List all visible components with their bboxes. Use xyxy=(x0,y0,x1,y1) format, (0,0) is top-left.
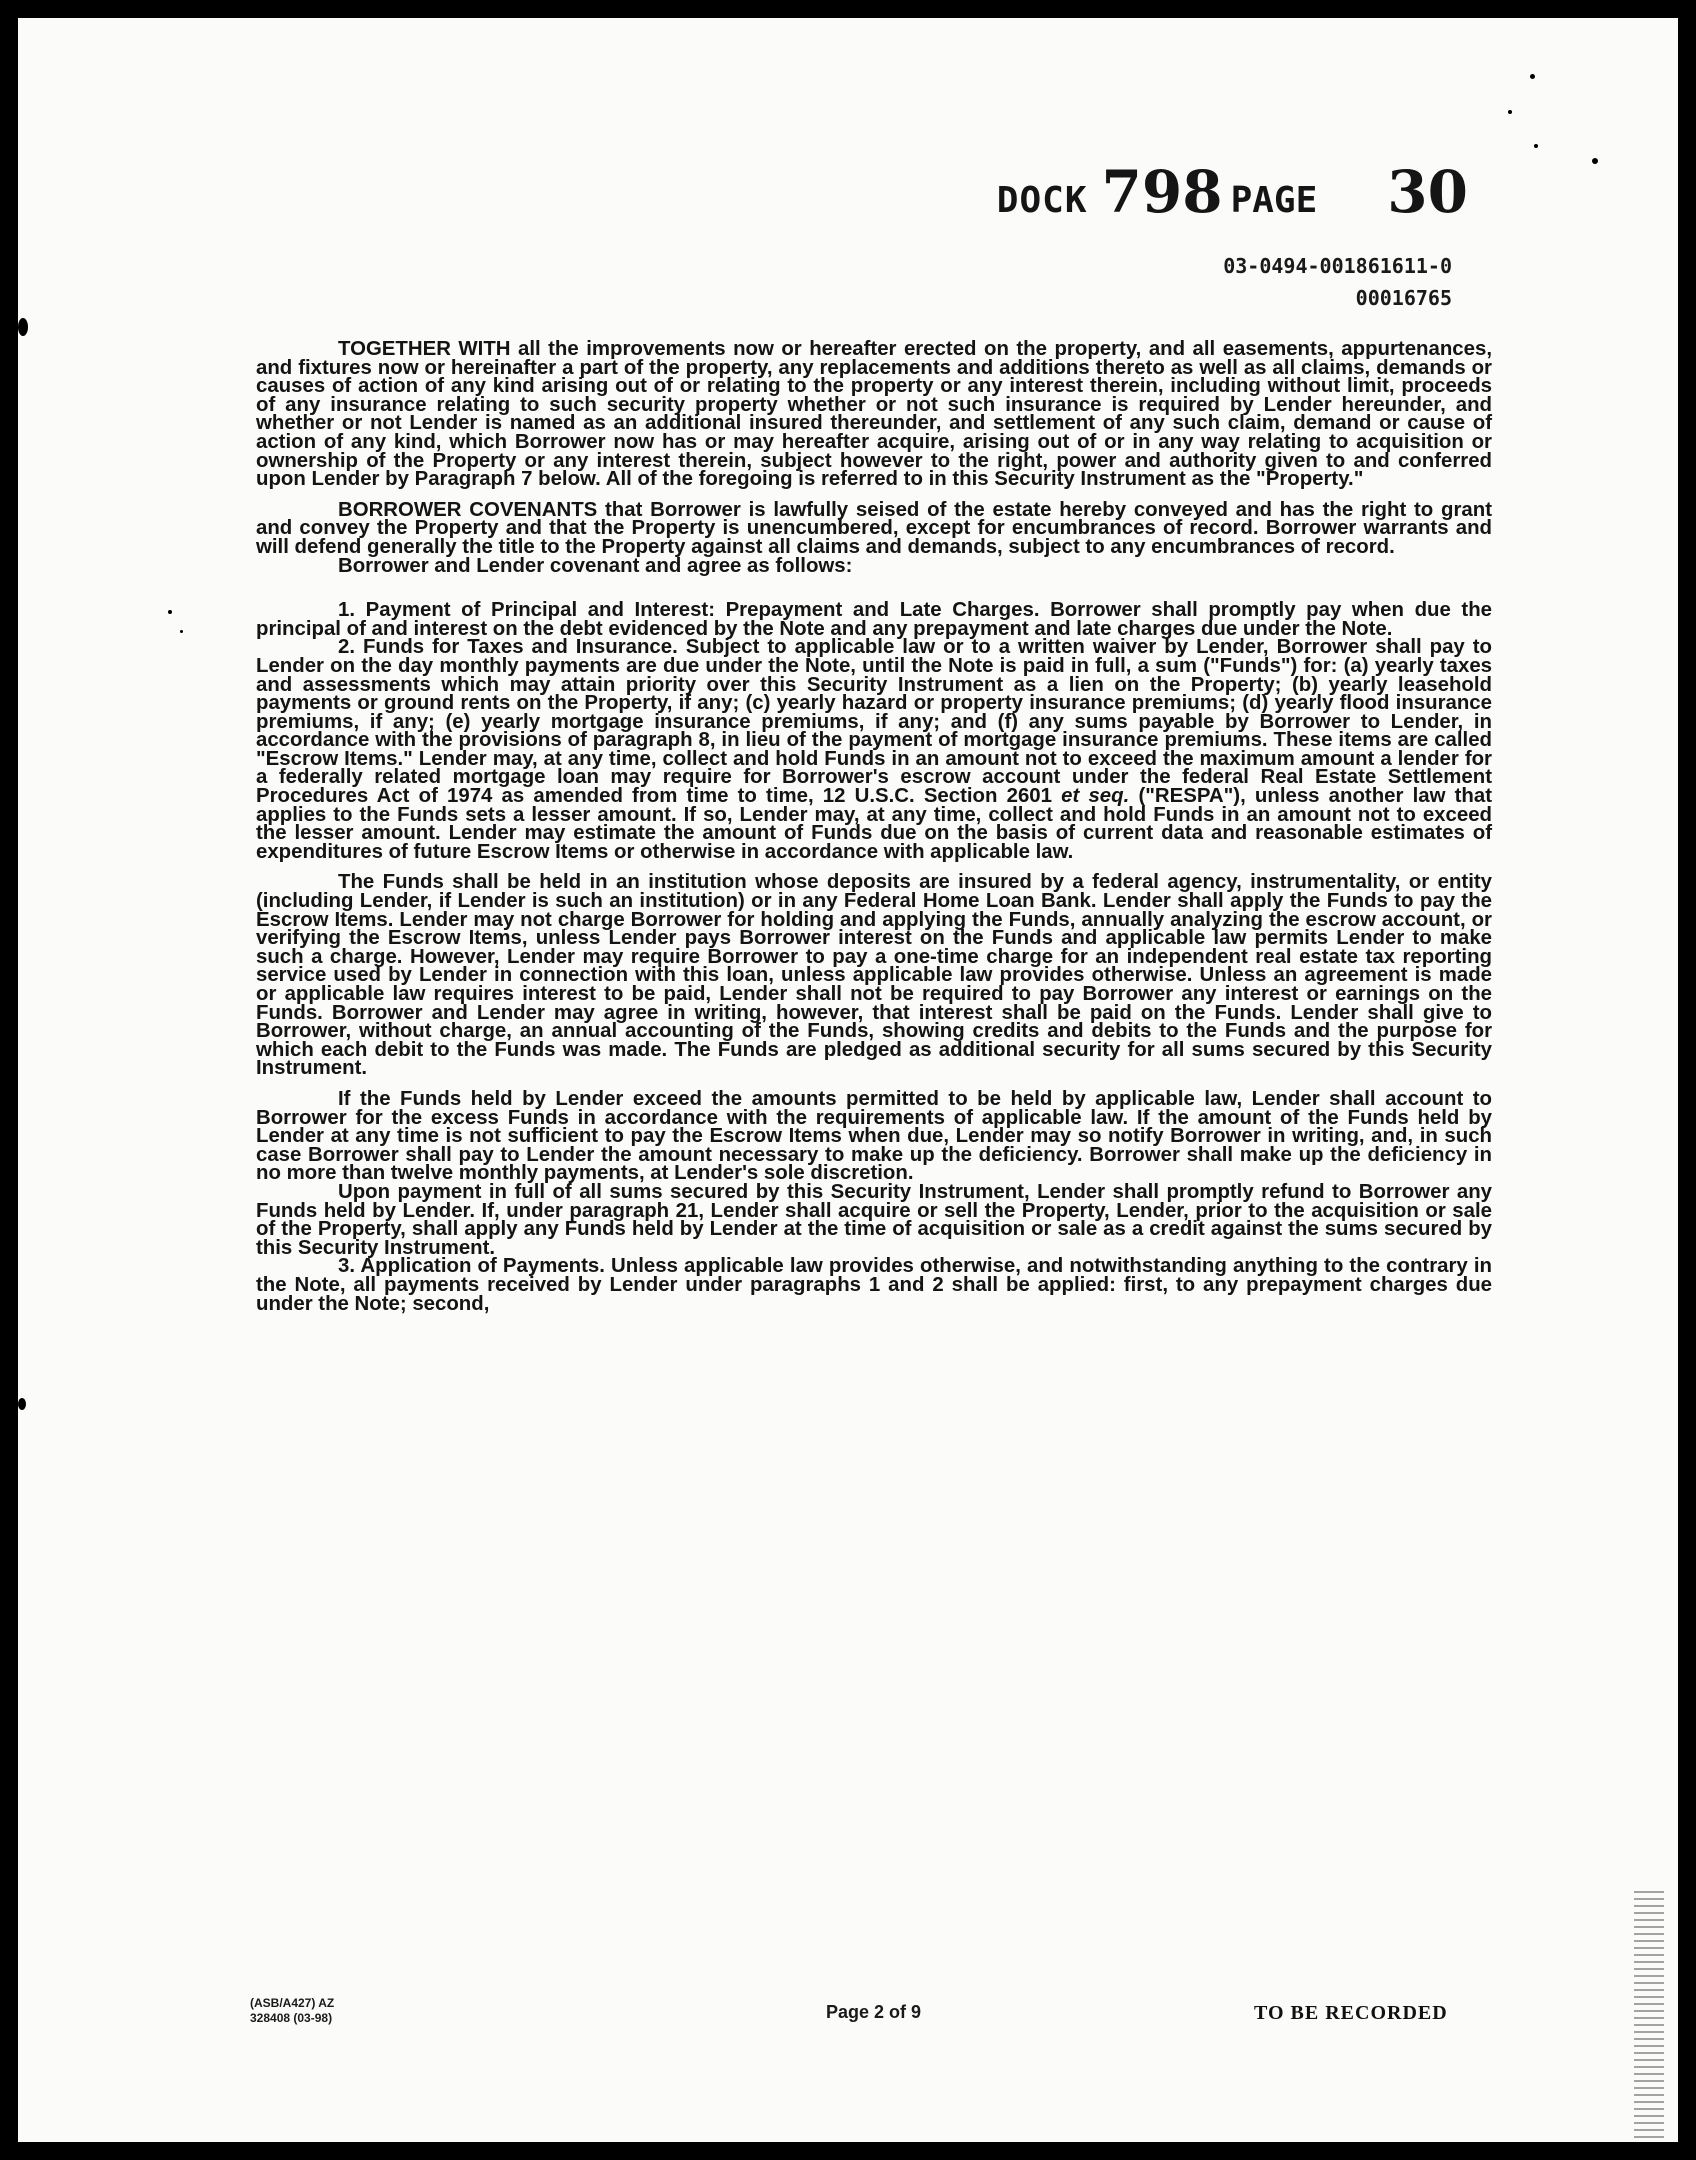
document-page xyxy=(18,18,1678,2142)
recording-note: TO BE RECORDED xyxy=(1254,2002,1448,2024)
paragraph-excess-funds: If the Funds held by Lender exceed the amounts permitted to be held by applicable law, Lender shall account to Borrower for the excess Funds in accordance with the requirements of applicable law. If the amount of the Funds held by Lender at any time is not sufficient to pay the Escrow Items when due, Lender may so notify Borrower in writing, and, in such case Borrower shall pay to Lender the amount necessary to make up the deficiency. Borrower shall make up the deficiency in no more than twelve monthly payments, at Lender's sole discretion. xyxy=(256,1087,1492,1185)
loan-number: 03-0494-001861611-0 xyxy=(1223,254,1452,278)
section-2-text-b: ("RESPA"), unless another law that applies to the Funds sets a lesser amount. If so, Lender may, at any time, collect and hold Funds in an amount not to exceed the lesser amount. Lender may estimate the amount of Funds due on the basis of current data and reasonable estimates of expenditures of future Escrow Items or otherwise in accordance with applicable law. xyxy=(256,785,1493,863)
book-number: 798 xyxy=(1101,158,1223,226)
page-label: PAGE xyxy=(1230,180,1318,221)
paragraph-refund: Upon payment in full of all sums secured by this Security Instrument, Lender shall promptly refund to Borrower any Funds held by Lender. If, under paragraph 21, Lender shall acquire or sell the Property, Lender, prior to the acquisition or sale of the Property, shall apply any Funds held by Lender at the time of acquisition or sale as a credit against the sums secured by this Security Instrument. xyxy=(256,1180,1492,1259)
reference-block xyxy=(1223,250,1452,314)
scan-speck xyxy=(168,610,172,614)
scan-speck xyxy=(1592,158,1598,164)
paragraph-covenant-intro: Borrower and Lender covenant and agree as follows: xyxy=(338,554,853,577)
scan-speck xyxy=(180,630,183,633)
paragraph-together-with: TOGETHER WITH all the improvements now or hereafter erected on the property, and all easements, appurtenances, and fixtures now or hereinafter a part of the property, any replacements and additions thereto as well as all claims, demands or causes of action of any kind arising out of or relating to the property or any interest therein, including without limit, proceeds of any insurance relating to such security property whether or not such insurance is required by Lender hereunder, and whether or not Lender is named as an additional insured thereunder, and settlement of any such claim, demand or cause of action of any kind, which Borrower now has or may hereafter acquire, arising out of or in any way relating to acquisition or ownership of the Property or any interest therein, subject however to the right, power and authority given to and conferred upon Lender by Paragraph 7 below. All of the foregoing is referred to in this Security Instrument as the "Property." xyxy=(256,338,1492,491)
page-indicator: Page 2 of 9 xyxy=(826,2002,922,2022)
scan-edge-noise xyxy=(1634,1888,1664,2138)
form-code-line-2: 328408 (03-98) xyxy=(250,2011,333,2025)
scan-speck xyxy=(1530,74,1535,79)
paragraph-section-2 xyxy=(256,638,1492,861)
body-text xyxy=(256,340,1492,1313)
paragraph-section-3: 3. Application of Payments. Unless applicable law provides otherwise, and notwithstanding anything to the contrary in the Note, all payments received by Lender under paragraphs 1 and 2 shall be applied: first, to any prepayment charges due under the Note; second, xyxy=(256,1255,1492,1315)
book-page-stamp xyxy=(997,158,1468,226)
paragraph-section-1: 1. Payment of Principal and Interest: Prepayment and Late Charges. Borrower shall promptly pay when due the principal of and interest on the debt evidenced by the Note and any prepayment and late charges due under the Note. xyxy=(256,599,1492,640)
paragraph-funds-held: The Funds shall be held in an institution whose deposits are insured by a federal agency, instrumentality, or entity (including Lender, if Lender is such an institution) or in any Federal Home Loan Bank. Lender shall apply the Funds to pay the Escrow Items. Lender may not charge Borrower for holding and applying the Funds, annually analyzing the escrow account, or verifying the Escrow Items, unless Lender pays Borrower interest on the Funds and applicable law permits Lender to make such a charge. However, Lender may require Borrower to pay a one-time charge for an independent real estate tax reporting service used by Lender in connection with this loan, unless applicable law provides otherwise. Unless an agreement is made or applicable law requires interest to be paid, Lender shall not be required to pay Borrower any interest or earnings on the Funds. Borrower and Lender may agree in writing, however, that interest shall be paid on the Funds. Lender shall give to Borrower, without charge, an annual accounting of the Funds, showing credits and debits to the Funds and the purpose for which each debit to the Funds was made. The Funds are pledged as additional security for all sums secured by this Security Instrument. xyxy=(256,871,1492,1080)
scan-speck xyxy=(1508,110,1512,114)
book-label: DOCK xyxy=(996,180,1088,221)
page-number: 30 xyxy=(1387,158,1468,226)
reference-number: 00016765 xyxy=(1355,286,1452,310)
paragraph-borrower-covenants: BORROWER COVENANTS that Borrower is lawfully seised of the estate hereby conveyed and has the right to grant and convey the Property and that the Property is unencumbered, except for encumbrances of record. Borrower warrants and will defend generally the title to the Property against all claims and demands, subject to any encumbrances of record. xyxy=(256,498,1492,558)
form-code xyxy=(250,1996,334,2026)
section-2-et-seq: et seq. xyxy=(1061,785,1130,808)
section-2-text-a: 2. Funds for Taxes and Insurance. Subject to applicable law or to a written waiver by Lender, Borrower shall pay to Lender on the day monthly payments are due under the Note, until the Note is paid in full, a sum ("Funds") for: (a) yearly taxes and assessments which may attain priority over this Security Instrument as a lien on the Property; (b) yearly leasehold payments or ground rents on the Property, if any; (c) yearly hazard or property insurance premiums; (d) yearly flood insurance premiums, if any; (e) yearly mortgage insurance premiums, if any; and (f) any sums payable by Borrower to Lender, in accordance with the provisions of paragraph 8, in lieu of the payment of mortgage insurance premiums. These items are called "Escrow Items." Lender may, at any time, collect and hold Funds in an amount not to exceed the maximum amount a lender for a federally related mortgage loan may require for Borrower's escrow account under the federal Real Estate Settlement Procedures Act of 1974 as amended from time to time, 12 U.S.C. Section 2601 xyxy=(256,636,1492,808)
scan-speck xyxy=(1534,144,1538,148)
scan-speck xyxy=(18,1398,26,1410)
form-code-line-1: (ASB/A427) AZ xyxy=(250,1996,335,2010)
scan-speck xyxy=(18,318,28,336)
